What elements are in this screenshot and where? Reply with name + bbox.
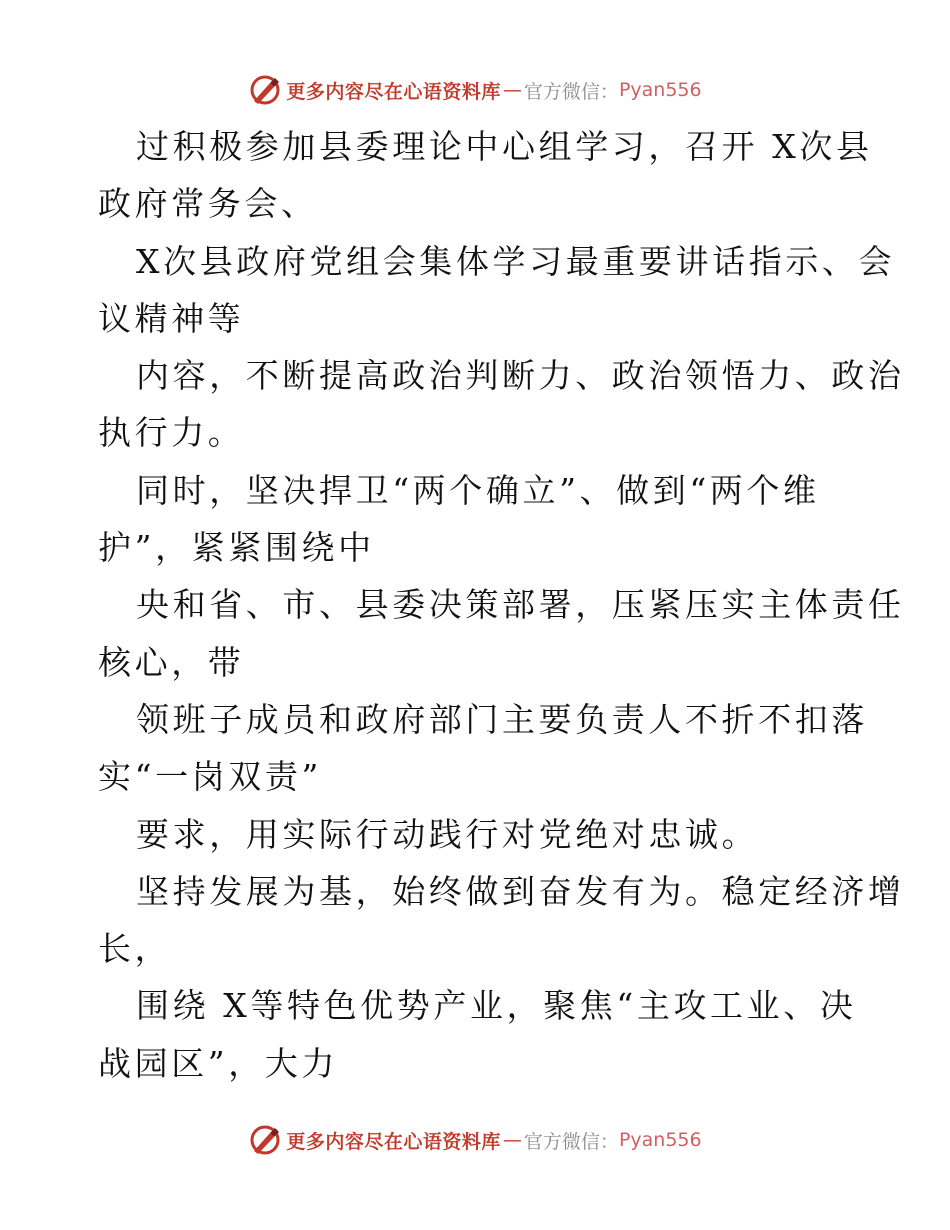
text-line: 政府常务会、 xyxy=(98,184,318,224)
text-line: 护”，紧紧围绕中 xyxy=(98,528,375,568)
text-line: 同时，坚决捍卫“两个确立”、做到“两个维 xyxy=(136,470,820,510)
watermark-brand: 更多内容尽在心语资料库 xyxy=(286,80,501,103)
header-watermark xyxy=(0,70,950,110)
watermark-dash: — xyxy=(502,1129,522,1151)
watermark-brand: 更多内容尽在心语资料库 xyxy=(286,1130,501,1153)
text-line: 执行力。 xyxy=(98,413,245,453)
pen-logo-icon xyxy=(248,1123,282,1157)
text-line: 长， xyxy=(98,929,172,969)
footer-watermark xyxy=(0,1120,950,1160)
watermark-account: Pyan556 xyxy=(618,1129,702,1151)
text-line: 核心，带 xyxy=(98,642,245,682)
watermark-dash: — xyxy=(502,79,522,101)
pen-logo-icon xyxy=(248,73,282,107)
watermark-official-label: 官方微信： xyxy=(523,1130,619,1153)
text-line: 内容，不断提高政治判断力、政治领悟力、政治 xyxy=(136,356,905,396)
text-line: 围绕 X等特色优势产业，聚焦“主攻工业、决 xyxy=(136,986,857,1026)
document-body xyxy=(98,118,905,1092)
watermark-account: Pyan556 xyxy=(618,79,702,101)
text-line: 领班子成员和政府部门主要负责人不折不扣落 xyxy=(136,699,868,739)
text-line: 要求，用实际行动践行对党绝对忠诚。 xyxy=(136,814,759,854)
text-line: 议精神等 xyxy=(98,298,245,338)
text-line: 实“一岗双责” xyxy=(98,757,322,797)
text-line: 过积极参加县委理论中心组学习，召开 X次县 xyxy=(136,127,873,166)
text-line: 坚持发展为基，始终做到奋发有为。稳定经济增 xyxy=(136,871,905,911)
watermark-official-label: 官方微信： xyxy=(523,80,619,103)
text-line: 央和省、市、县委决策部署，压紧压实主体责任 xyxy=(136,585,905,625)
text-line: 战园区”，大力 xyxy=(98,1043,339,1083)
text-line: X次县政府党组会集体学习最重要讲话指示、会 xyxy=(136,241,896,281)
